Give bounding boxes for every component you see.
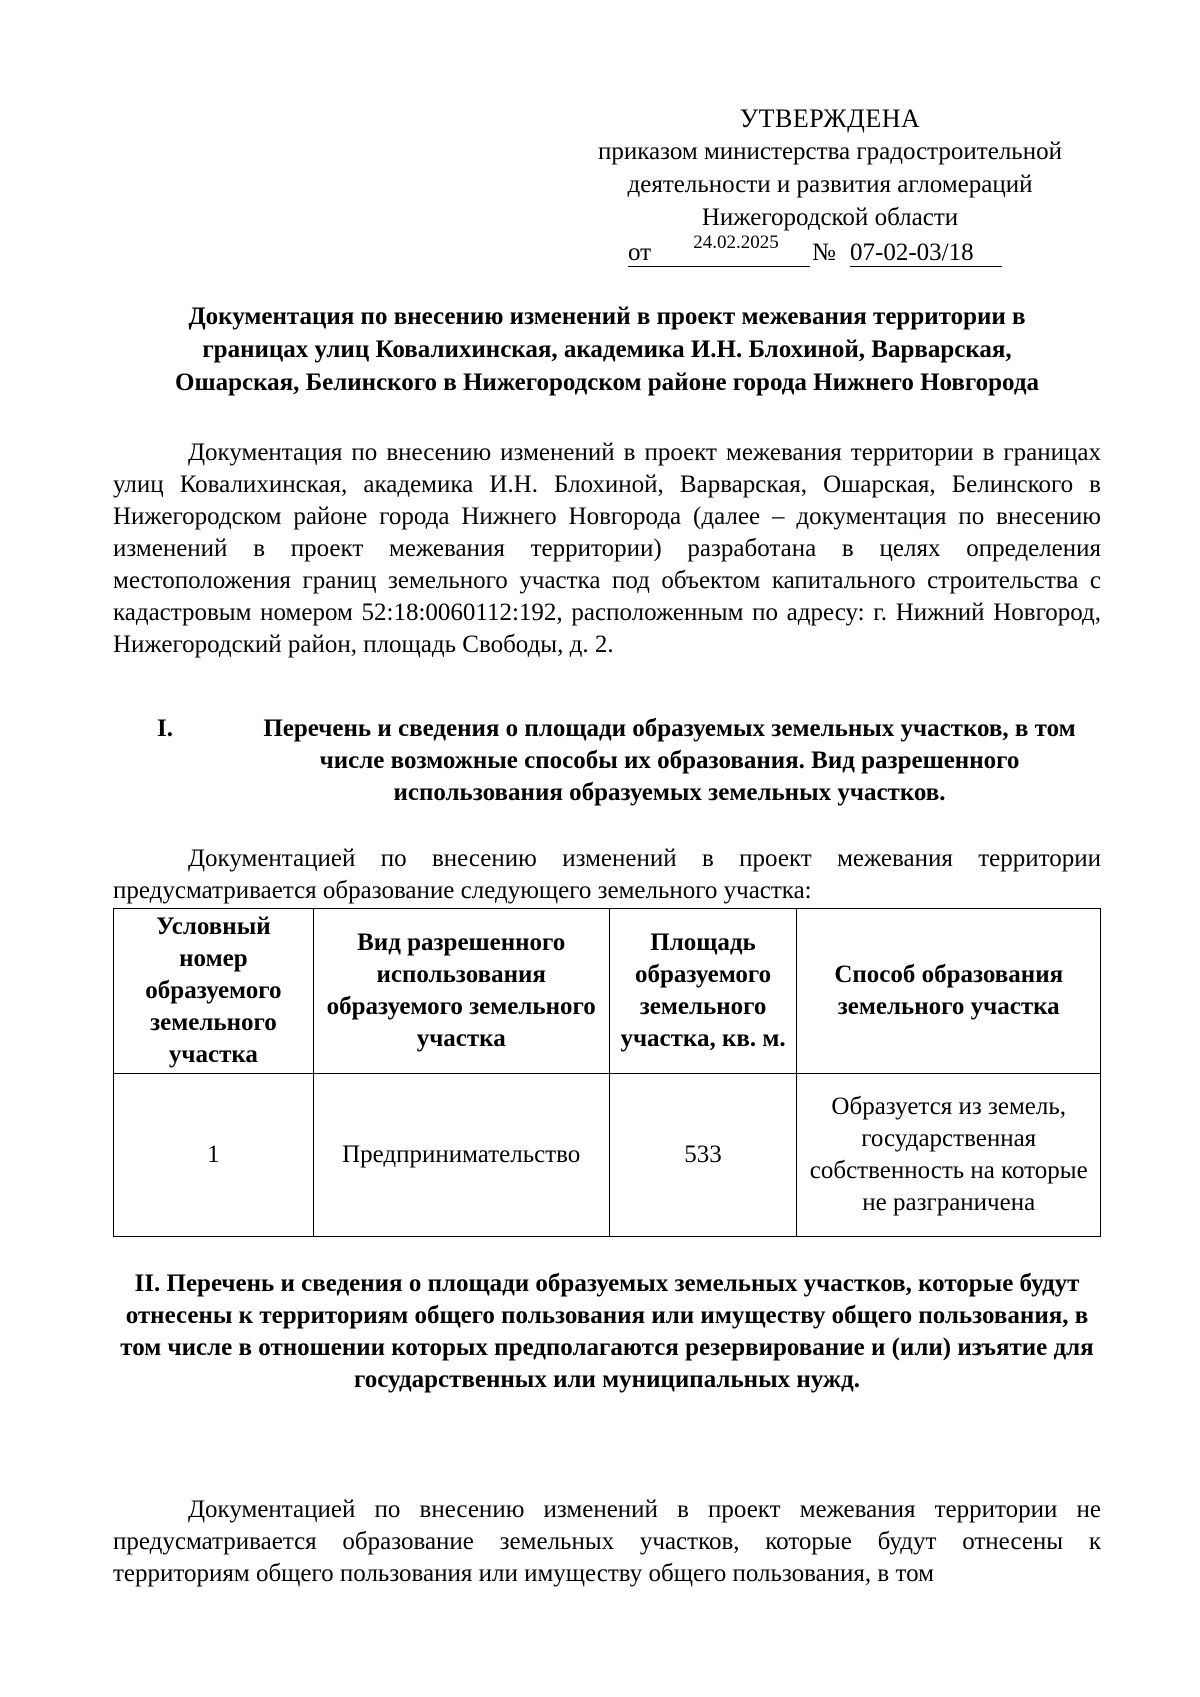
section-1-title: Перечень и сведения о площади образуемых земельных участков, в том числе возможные способы их образования. Вид разрешенного использования образуемых земельных участков. bbox=[263, 715, 1076, 806]
header-area: Площадь образуемого земельного участка, кв. м. bbox=[609, 909, 797, 1074]
approved-heading: УТВЕРЖДЕНА bbox=[739, 104, 921, 133]
header-plot-number: Условный номер образуемого земельного участка bbox=[114, 909, 314, 1074]
table-row bbox=[114, 1074, 1101, 1237]
approval-block bbox=[560, 102, 1100, 270]
order-date-number bbox=[560, 232, 1100, 270]
cell-permitted-use: Предпринимательство bbox=[313, 1074, 609, 1237]
cell-plot-number: 1 bbox=[114, 1074, 314, 1237]
section-2-title: Перечень и сведения о площади образуемых земельных участков, которые будут отнесены к территориям общего пользования или имуществу общего пользования, в том числе в отношении которых предполагаются резервирование и (или) изъятие для государственных или муниципальных нужд. bbox=[120, 1270, 1094, 1393]
date-underline bbox=[628, 266, 810, 267]
table-header-row bbox=[114, 909, 1101, 1074]
number-prefix: № bbox=[812, 239, 836, 266]
section-2-paragraph: Документацией по внесению изменений в проект межевания территории не предусматривается образование земельных участков, которые будут отнесены к территориям общего пользования или имуществу общего пользования, в том bbox=[113, 1496, 1101, 1587]
document-title bbox=[112, 300, 1102, 399]
section-1-heading bbox=[157, 713, 1102, 809]
cell-area: 533 bbox=[609, 1074, 797, 1237]
title-line-3: Ошарская, Белинского в Нижегородском районе города Нижнего Новгорода bbox=[175, 369, 1039, 396]
header-permitted-use: Вид разрешенного использования образуемого земельного участка bbox=[313, 909, 609, 1074]
number-underline bbox=[850, 266, 1002, 267]
approval-line-2: деятельности и развития агломераций bbox=[627, 171, 1033, 198]
title-line-2: границах улиц Ковалихинская, академика И.Н. Блохиной, Варварская, bbox=[202, 336, 1012, 363]
title-line-1: Документация по внесению изменений в проект межевания территории в bbox=[188, 303, 1026, 330]
land-plot-table bbox=[113, 908, 1101, 1237]
approval-line-1: приказом министерства градостроительной bbox=[598, 138, 1062, 165]
section-2-number: II. bbox=[134, 1270, 161, 1297]
intro-paragraph: Документация по внесению изменений в проект межевания территории в границах улиц Ковалихинская, академика И.Н. Блохиной, Варварская, Ошарская, Белинского в Нижегородском районе города Нижнего Новгорода (далее – документация по внесению изменений в проект межевания территории) разработана в целях определения местоположения границ земельного участка под объектом капитального строительства с кадастровым номером 52:18:0060112:192, расположенным по адресу: г. Нижний Новгород, Нижегородский район, площадь Свободы, д. 2. bbox=[113, 439, 1101, 658]
order-date: 24.02.2025 bbox=[693, 232, 779, 253]
approval-line-3: Нижегородской области bbox=[701, 204, 959, 231]
header-formation-method: Способ образования земельного участка bbox=[797, 909, 1101, 1074]
section-1-paragraph: Документацией по внесению изменений в проект межевания территории предусматривается образование следующего земельного участка: bbox=[113, 845, 1101, 904]
section-1-number: I. bbox=[157, 715, 173, 742]
order-number: 07-02-03/18 bbox=[850, 239, 974, 266]
cell-formation-method: Образуется из земель, государственная собственность на которые не разграничена bbox=[797, 1074, 1101, 1237]
date-prefix: от bbox=[628, 239, 652, 266]
section-2-heading bbox=[112, 1268, 1102, 1396]
